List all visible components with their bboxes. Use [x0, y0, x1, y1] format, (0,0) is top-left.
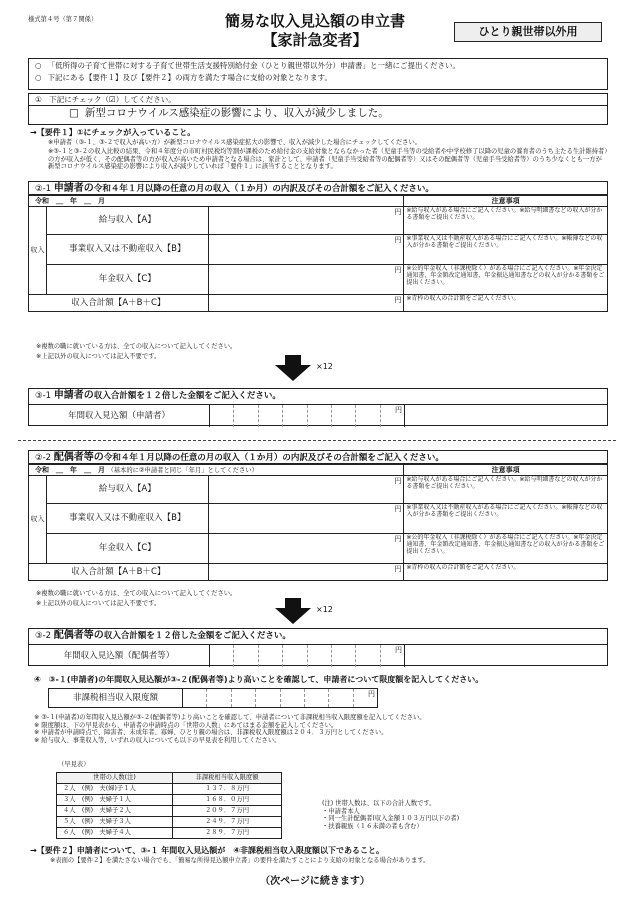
- hayami-table: [56, 772, 282, 839]
- hayami-cell: ２人 (例) 夫(婦)子１人: [57, 784, 173, 795]
- pension-input[interactable]: [208, 265, 404, 295]
- heading-text: 令和４年１月以降の任意の月の収入（１か月）の内訳及びその合計額をご記入ください。: [93, 184, 434, 194]
- notes-header: 注意事項: [404, 465, 608, 476]
- yen-unit: 円: [394, 535, 402, 543]
- top-notes: [28, 58, 608, 90]
- section-2-1-heading: [28, 181, 608, 195]
- hayami-cell: １６８．０万円: [173, 795, 282, 806]
- date-row[interactable]: [29, 196, 404, 207]
- times-12: ×12: [316, 362, 333, 371]
- form-number: 様式第４号（第７関係）: [28, 16, 98, 23]
- yen-unit: 円: [394, 505, 402, 513]
- req1-title: →【要件１】①にチェックが入っていること。: [30, 128, 196, 137]
- limit-input[interactable]: [183, 689, 377, 707]
- hayami-cell: ２０９．７万円: [173, 806, 282, 817]
- page-title: 簡易な収入見込額の申立書: [224, 12, 405, 30]
- down-arrow-icon: [275, 598, 311, 624]
- household-note-item: ・扶養親族（１６未満の者も含む）: [322, 822, 423, 830]
- row-label: 給与収入【A】: [46, 476, 208, 504]
- heading-subject: 申請者の: [53, 183, 94, 194]
- annual-income-spouse-input[interactable]: [209, 645, 405, 667]
- hayami-cell: ３人 (例) 夫婦子１人: [57, 795, 173, 806]
- total-label: 収入合計額【A＋B＋C】: [29, 564, 209, 581]
- note: ※ ③-１(申請者)の年間収入見込額が③-２(配偶者等)より高いことを確認して、申請者について非課税相当収入限度額を記入してください。: [34, 714, 426, 721]
- row-label: 事業収入又は不動産収入【B】: [46, 504, 208, 534]
- income-side-label: 収入: [29, 207, 47, 295]
- covid-text: 新型コロナウイルス感染症の影響により、収入が減少しました。: [84, 107, 389, 120]
- yen-unit: 円: [394, 236, 402, 244]
- date-row[interactable]: [29, 465, 404, 476]
- income-side-label: 収入: [29, 476, 47, 564]
- hayami-cell: ４人 (例) 夫婦子２人: [57, 806, 173, 817]
- req2-note: ※表面の【要件２】を満たさない場合でも、「簡易な所得見込額申立書」の要件を満たすことにより支給の対象となる場合があります。: [50, 857, 430, 864]
- hayami-header: 非課税相当収入限度額: [173, 773, 282, 784]
- yen-unit: 円: [394, 565, 402, 573]
- income-table-applicant: [28, 195, 608, 312]
- salary-input[interactable]: [208, 207, 404, 235]
- section-1-label: ① 下記にチェック（☑）してください。: [29, 94, 607, 106]
- household-note: [322, 800, 602, 830]
- hayami-header: 世帯の人数(注): [57, 773, 173, 784]
- date-note: （基本的に②申請者と同じ「年月」としてください）: [107, 466, 258, 474]
- down-arrow-icon: [275, 355, 311, 381]
- total-label: 収入合計額【A＋B＋C】: [29, 295, 209, 312]
- yen-unit: 円: [394, 266, 402, 274]
- heading-number: ③-2: [35, 631, 52, 641]
- hayami-cell: ２８９．７万円: [173, 828, 282, 839]
- hayami-cell: １３７．８万円: [173, 784, 282, 795]
- note: ※ 給与収入、事業収入等、いずれの収入についても以下の早見表を利用してください。: [34, 736, 281, 744]
- row-note: ※事業収入又は不動産収入がある場合にご記入ください。※帳簿などの収入が分かる書類をご提出ください。: [404, 235, 608, 265]
- covid-checkbox[interactable]: □: [69, 107, 79, 120]
- note: ※ 申請者が申請時点で、障害者、未成年者、寡婦、ひとり親の場合は、非課税収入限度額は２０４．３万円としてください。: [34, 729, 388, 737]
- limit-label: 非課税相当収入限度額: [49, 689, 183, 707]
- date-label: 令和 ＿ 年 ＿ 月: [35, 196, 105, 205]
- times-12: ×12: [316, 605, 333, 614]
- row-note: ※給与収入がある場合にご記入ください。※給与明細書などの収入が分かる書類をご提出ください。: [404, 207, 608, 235]
- divider: [18, 440, 616, 441]
- household-note-title: (注) 世帯人数は、以下の合計人数です。: [322, 800, 436, 807]
- total-note: ※青枠の収入の合計額をご記入ください。: [404, 564, 608, 581]
- heading-number: ②-1: [35, 184, 52, 194]
- footnote: ※上記以外の収入については記入不要です。: [36, 353, 161, 360]
- business-input[interactable]: [208, 504, 404, 534]
- heading-subject: 配偶者等の: [53, 630, 104, 641]
- target-badge: ひとり親世帯以外用: [454, 22, 602, 42]
- row-label: 事業収入又は不動産収入【B】: [46, 235, 208, 265]
- total-note: ※青枠の収入の合計額をご記入ください。: [404, 295, 608, 312]
- row-note: ※事業収入又は不動産収入がある場合にご記入ください。※帳簿などの収入が分かる書類をご提出ください。: [404, 504, 608, 534]
- continue-text: （次ページに続きます）: [260, 876, 370, 887]
- hayami-caption: （早見表）: [58, 761, 90, 768]
- heading-number: ③-1: [35, 391, 52, 401]
- heading-text: 収入合計額を１２倍した金額をご記入ください。: [103, 631, 291, 641]
- top-note: 下記にある【要件１】及び【要件２】の両方を満たす場合に支給の対象となります。: [47, 73, 332, 83]
- limit-row: [48, 688, 378, 708]
- hayami-cell: ５人 (例) 夫婦子３人: [57, 817, 173, 828]
- section-3-2: [28, 628, 608, 666]
- req2-title: →【要件２】申請者について、③-１ 年間収入見込額が ④非課税相当収入限度額以下であること。: [30, 846, 385, 855]
- total-input[interactable]: [208, 564, 404, 581]
- annual-label: 年間収入見込額（申請者）: [67, 410, 170, 421]
- row-label: 給与収入【A】: [46, 207, 208, 235]
- yen-unit: 円: [395, 645, 402, 654]
- heading-text: 令和４年１月以降の任意の月の収入（１か月）の内訳及びその合計額をご記入ください。: [103, 453, 444, 463]
- notes-header: 注意事項: [404, 196, 608, 207]
- note: ※ 限度額は、下の早見表から、申請者の申請時点の「世帯の人数」にあてはまる金額を記入してください。: [34, 721, 338, 729]
- household-note-item: ・申請者本人: [322, 807, 360, 815]
- household-note-item: ・同一生計配偶者(収入金額１０３万円以下の者): [322, 815, 460, 823]
- bullet: ○: [35, 73, 42, 83]
- yen-unit: 円: [394, 208, 402, 216]
- req1-note: ※③-１と③-２の収入比較の結果、令和４年度分の市町村民税均等割が課税のため給付金の支給対象とならなかった者（児童手当等の受給者や中学校修了以降の児童の養育者のうち主たる生計維持者）の方が収入が低く、その配偶者等の方が収入が高いため申請者となる場合は、家計として、申請者（児童手当受給者等の配偶者等）又はその配偶者等（児童手当受給者等）のうち少なくとも一方が新型コロナウイルス感染症の影響により収入が減少していれば「要件１」に該当することとなります。: [48, 148, 608, 171]
- row-note: ※給与収入がある場合にご記入ください。※給与明細書などの収入が分かる書類をご提出ください。: [404, 476, 608, 504]
- yen-unit: 円: [395, 405, 402, 414]
- section-4-notes: [34, 714, 610, 744]
- heading-subject: 配偶者等の: [53, 452, 104, 463]
- pension-input[interactable]: [208, 534, 404, 564]
- hayami-cell: ２４９．７万円: [173, 817, 282, 828]
- row-label: 年金収入【C】: [46, 534, 208, 564]
- req1-note: ※申請者（③-１、③-２で収入が高い方）が新型コロナウイルス感染症拡大の影響で、収入が減少した場合にチェックしてください。: [48, 139, 422, 146]
- yen-unit: 円: [394, 296, 402, 304]
- date-label: 令和 ＿ 年 ＿ 月: [35, 465, 105, 474]
- income-table-spouse: [28, 464, 608, 581]
- row-note: ※公的年金収入（非課税除く）がある場合にご記入ください。※年金決定通知書、年金額改定通知書、年金振込通知書などの収入が分かる書類をご提出ください。: [404, 265, 608, 295]
- business-input[interactable]: [208, 235, 404, 265]
- top-note: 「低所得の子育て世帯に対する子育て世帯生活支援特別給付金（ひとり親世帯以外分）申請書」と一緒にご提出ください。: [47, 61, 461, 70]
- footnote: ※上記以外の収入については記入不要です。: [36, 600, 161, 607]
- heading-number: ②-2: [35, 453, 52, 463]
- footnote: ※複数の職に就いている方は、全ての収入について記入してください。: [36, 343, 237, 350]
- hayami-cell: ６人 (例) 夫婦子４人: [57, 828, 173, 839]
- row-note: ※公的年金収入（非課税除く）がある場合にご記入ください。※年金決定通知書、年金額改定通知書、年金振込通知書などの収入が分かる書類をご提出ください。: [404, 534, 608, 564]
- yen-unit: 円: [368, 690, 375, 698]
- bullet: ○: [35, 61, 42, 70]
- heading-text: 収入合計額を１２倍した金額をご記入ください。: [93, 391, 281, 401]
- section-3-1: [28, 388, 608, 426]
- yen-unit: 円: [394, 477, 402, 485]
- row-label: 年金収入【C】: [46, 265, 208, 295]
- section-2-2-heading: [28, 450, 608, 464]
- total-input[interactable]: [208, 295, 404, 312]
- salary-input[interactable]: [208, 476, 404, 504]
- annual-income-applicant-input[interactable]: [209, 405, 405, 427]
- footnote: ※複数の職に就いている方は、全ての収入について記入してください。: [36, 590, 237, 597]
- section-4-heading: ④ ③-１(申請者)の年間収入見込額が③-２(配偶者等)より高いことを確認して、申請者について限度額を記入してください。: [34, 675, 484, 684]
- page-subtitle: 【家計急変者】: [262, 31, 368, 49]
- heading-subject: 申請者の: [53, 390, 94, 401]
- annual-label: 年間収入見込額（配偶者等）: [63, 650, 175, 661]
- section-1: [28, 93, 608, 125]
